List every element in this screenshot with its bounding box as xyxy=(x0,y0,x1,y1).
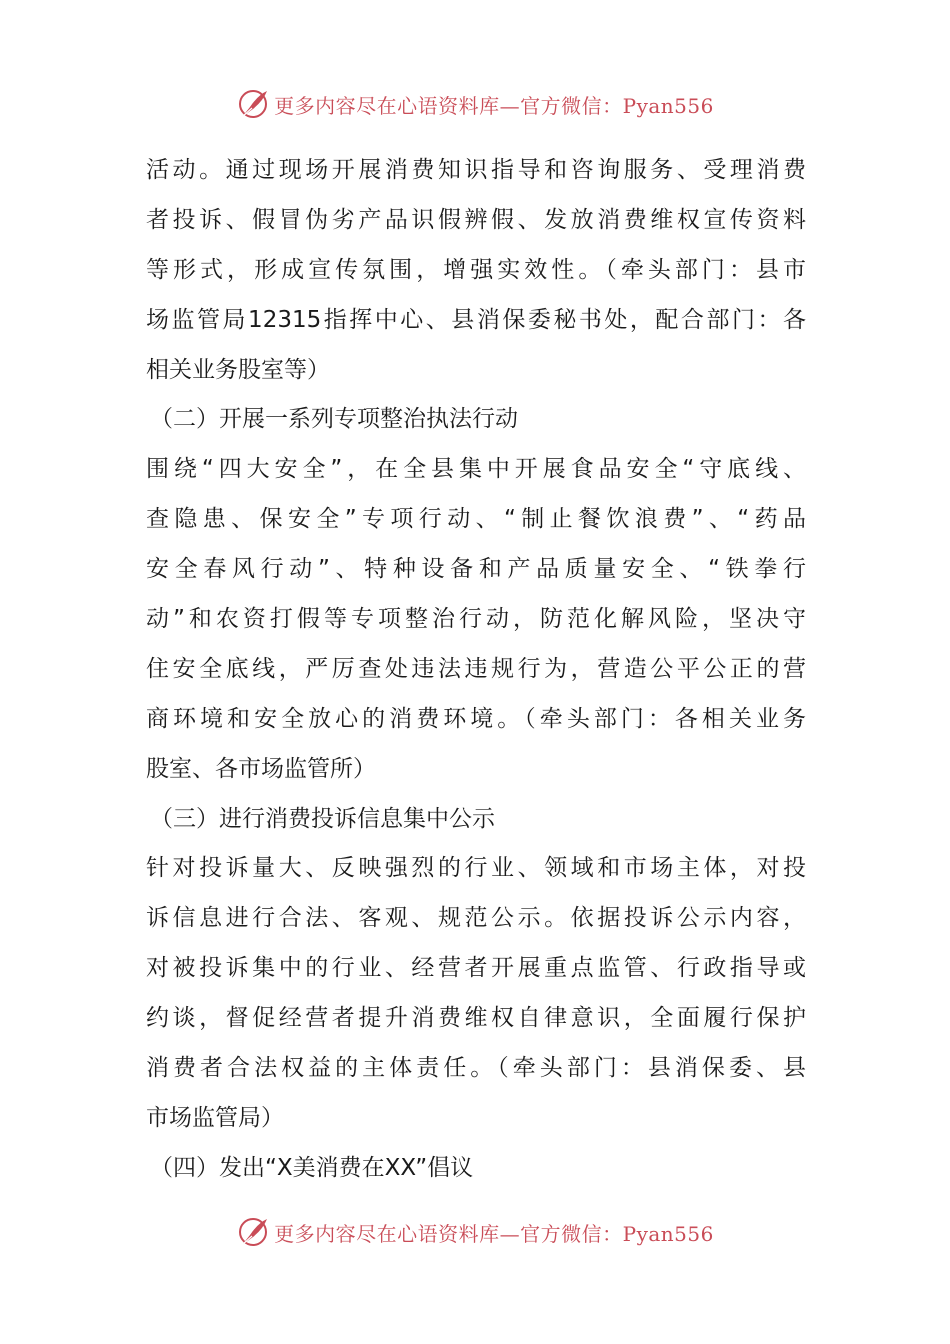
text-line: 诉信息进行合法、客观、规范公示。依据投诉公示内容， xyxy=(146,905,806,932)
text-line: 活动。通过现场开展消费知识指导和咨询服务、受理消费 xyxy=(146,157,806,183)
text-line: 住安全底线，严厉查处违法违规行为，营造公平公正的营 xyxy=(146,655,806,682)
section-heading-2: （二）开展一系列专项整治执法行动 xyxy=(150,406,518,433)
text-line: 围绕“四大安全”，在全县集中开展食品安全“守底线、 xyxy=(146,456,806,483)
document-body xyxy=(146,146,806,1194)
text-line: 场监管局12315指挥中心、县消保委秘书处，配合部门：各 xyxy=(146,306,806,333)
watermark-header xyxy=(0,84,950,124)
text-line: 商环境和安全放心的消费环境。（牵头部门：各相关业务 xyxy=(146,705,806,732)
text-line: 市场监管局） xyxy=(146,1104,284,1131)
text-line: 针对投诉量大、反映强烈的行业、领域和市场主体，对投 xyxy=(146,855,806,882)
text-line: 股室、各市场监管所） xyxy=(146,755,376,782)
quill-pen-icon xyxy=(236,1215,270,1249)
text-line: 对被投诉集中的行业、经营者开展重点监管、行政指导或 xyxy=(146,955,806,982)
section-heading-3: （三）进行消费投诉信息集中公示 xyxy=(150,805,495,832)
text-line: 动”和农资打假等专项整治行动，防范化解风险，坚决守 xyxy=(146,606,806,633)
text-line: 消费者合法权益的主体责任。（牵头部门：县消保委、县 xyxy=(146,1055,806,1082)
section-heading-4: （四）发出“X美消费在XX”倡议 xyxy=(150,1154,474,1181)
text-line: 相关业务股室等） xyxy=(146,356,330,383)
watermark-text: 更多内容尽在心语资料库—官方微信：Pyan556 xyxy=(274,93,714,118)
text-line: 约谈，督促经营者提升消费维权自律意识，全面履行保护 xyxy=(146,1005,806,1032)
watermark-text: 更多内容尽在心语资料库—官方微信：Pyan556 xyxy=(274,1221,714,1246)
quill-pen-icon xyxy=(236,87,270,121)
watermark-footer xyxy=(0,1212,950,1252)
text-line: 等形式，形成宣传氛围，增强实效性。（牵头部门：县市 xyxy=(146,256,806,283)
text-line: 查隐患、保安全”专项行动、“制止餐饮浪费”、“药品 xyxy=(146,506,806,533)
text-line: 安全春风行动”、特种设备和产品质量安全、“铁拳行 xyxy=(146,556,806,583)
text-line: 者投诉、假冒伪劣产品识假辨假、发放消费维权宣传资料 xyxy=(146,206,806,233)
